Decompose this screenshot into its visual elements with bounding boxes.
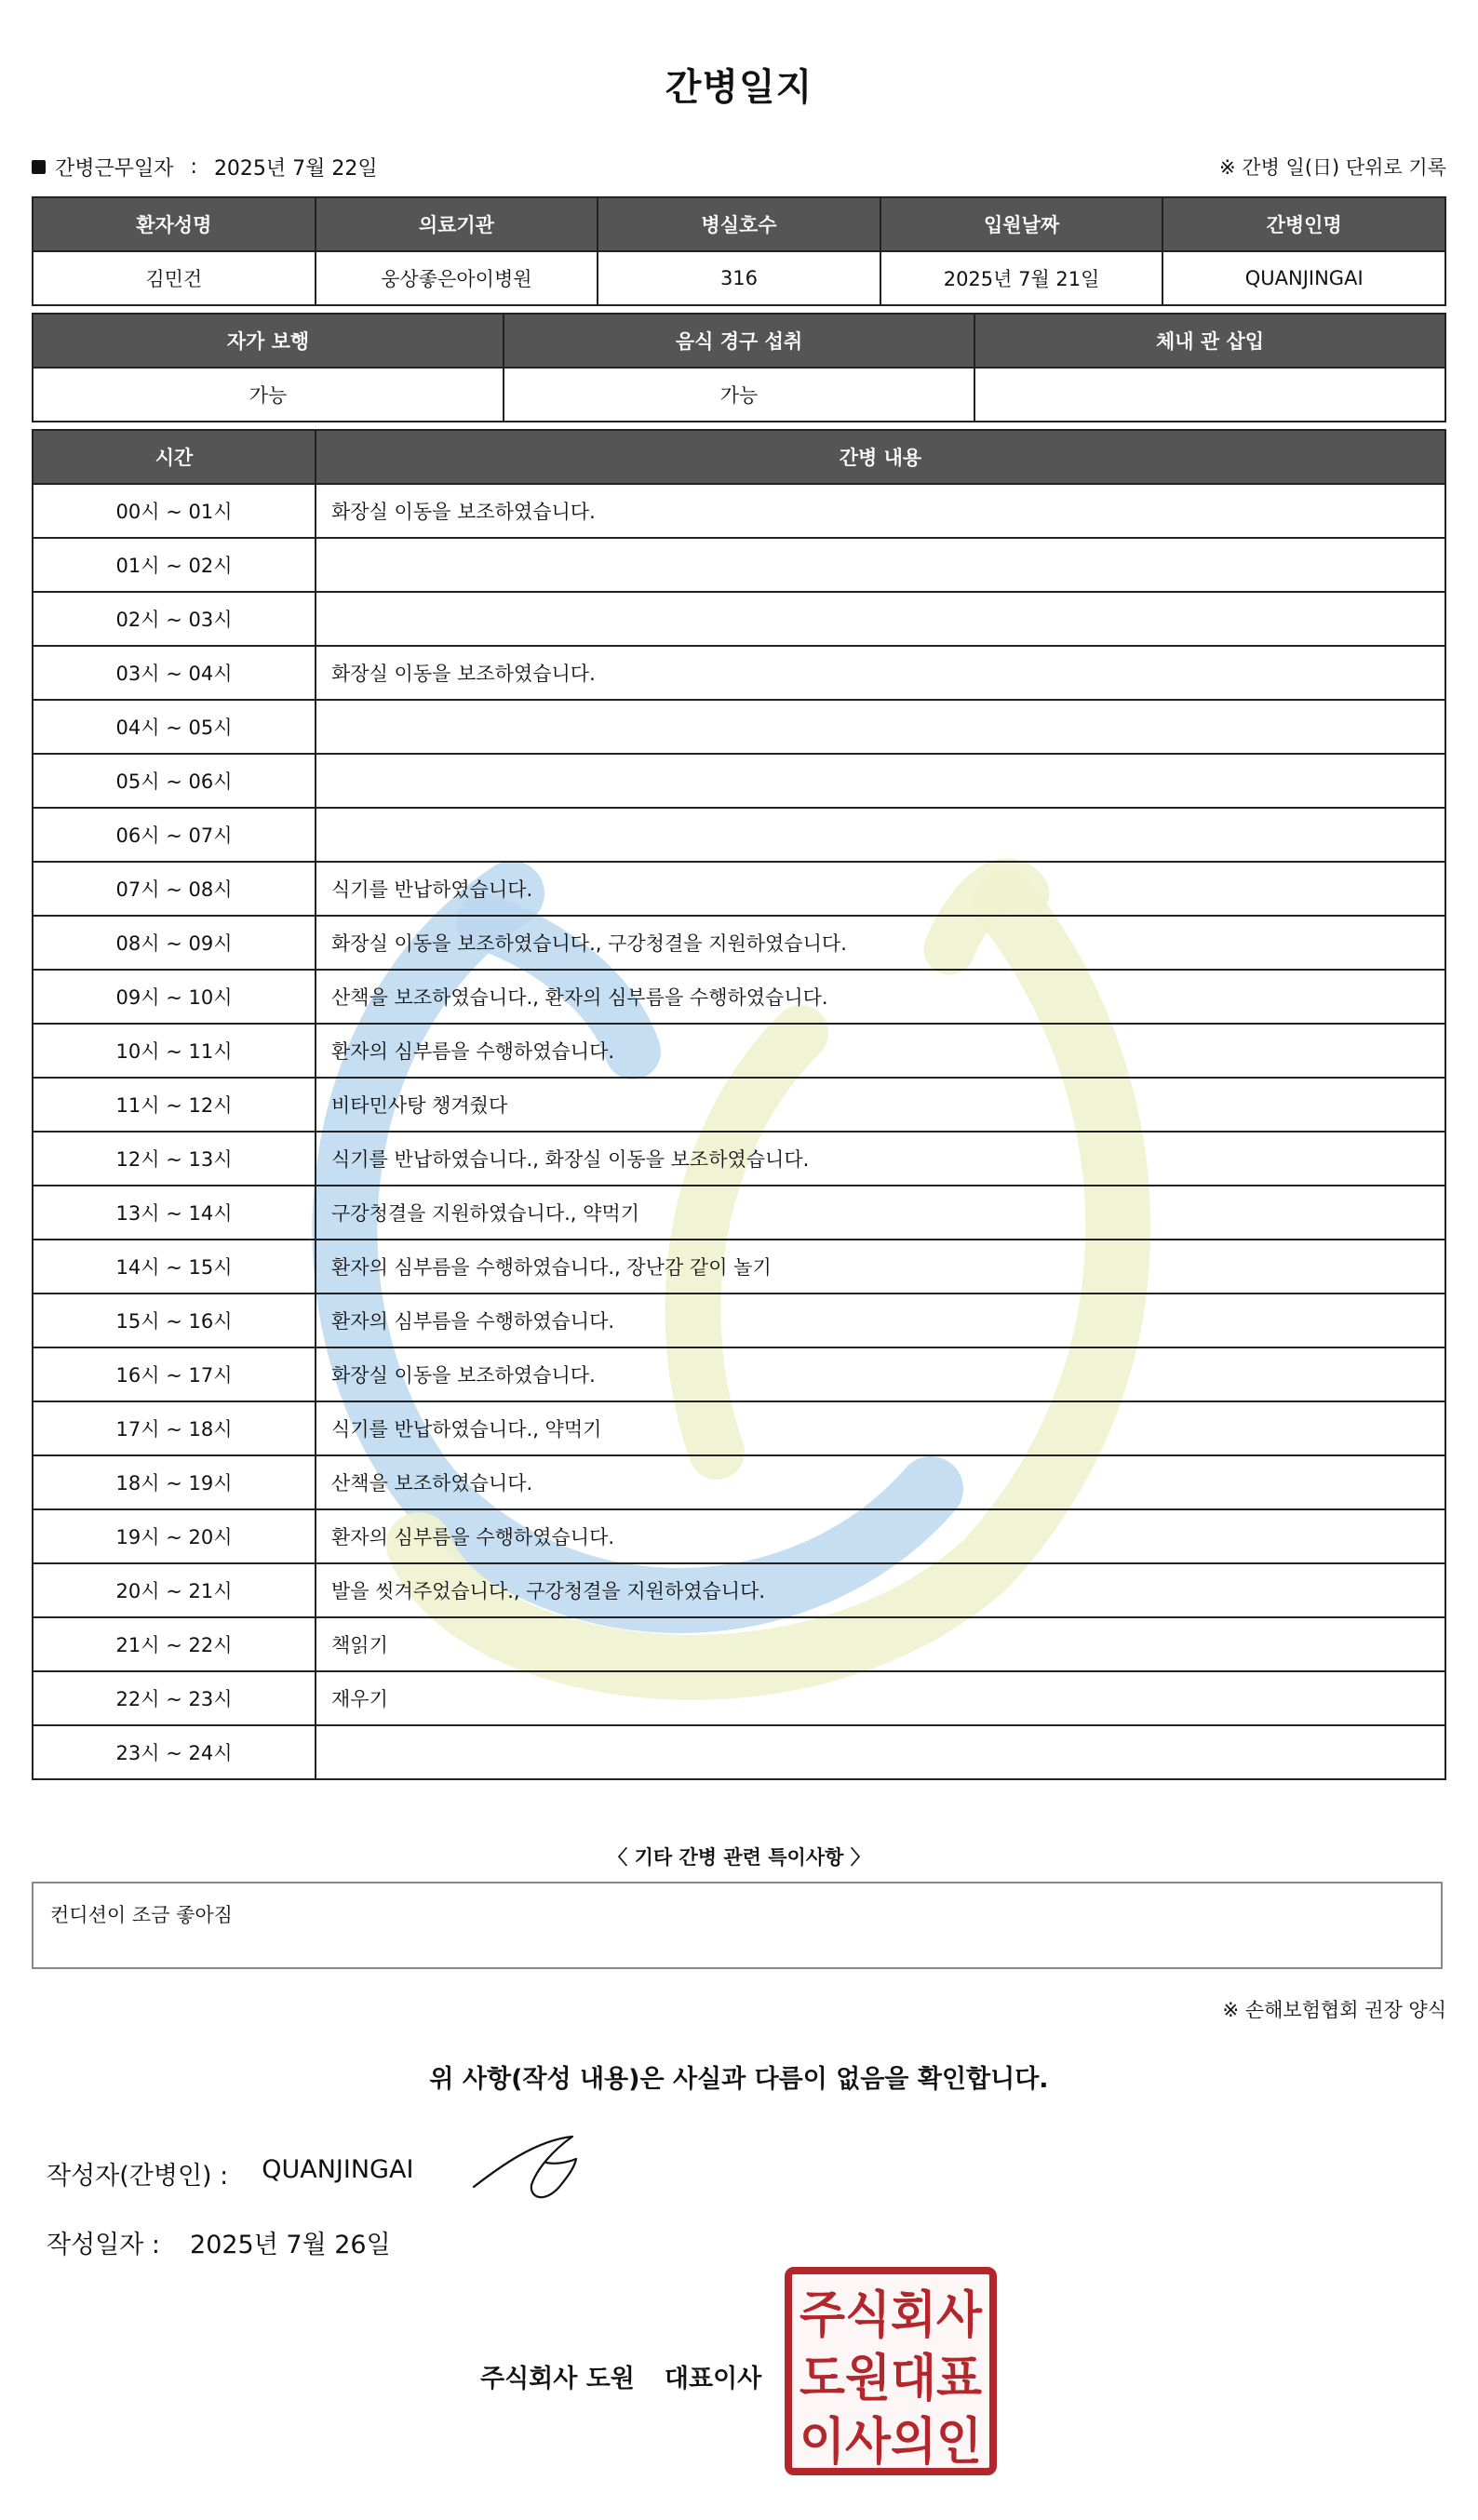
log-row <box>33 700 1445 754</box>
log-time: 04시 ~ 05시 <box>33 700 316 754</box>
log-header-row <box>33 430 1445 484</box>
log-content: 화장실 이동을 보조하였습니다. <box>316 484 1445 538</box>
unit-note: ※ 간병 일(日) 단위로 기록 <box>1219 156 1446 179</box>
log-time: 12시 ~ 13시 <box>33 1132 316 1186</box>
log-time: 17시 ~ 18시 <box>33 1401 316 1455</box>
hourly-care-log-table <box>32 429 1446 1780</box>
company-title: 대표이사 <box>664 2365 762 2393</box>
written-date-line <box>47 2224 391 2260</box>
log-row <box>33 754 1445 808</box>
log-time: 21시 ~ 22시 <box>33 1617 316 1671</box>
oral-intake-value: 가능 <box>504 368 974 422</box>
log-content: 환자의 심부름을 수행하였습니다. <box>316 1024 1445 1078</box>
patient-status-table <box>32 313 1446 422</box>
log-row <box>33 1725 1445 1779</box>
patient-info-header-row <box>33 197 1445 251</box>
log-time: 19시 ~ 20시 <box>33 1509 316 1563</box>
log-content <box>316 754 1445 808</box>
header-admission-date: 입원날짜 <box>880 197 1163 251</box>
svg-text:주식회사: 주식회사 <box>799 2285 983 2344</box>
tube-insertion-value <box>974 368 1445 422</box>
patient-info-table <box>32 196 1446 306</box>
log-row <box>33 1617 1445 1671</box>
work-date-colon: : <box>190 155 197 179</box>
log-row <box>33 1240 1445 1294</box>
header-patient-name: 환자성명 <box>33 197 316 251</box>
status-value-row <box>33 368 1445 422</box>
log-time: 11시 ~ 12시 <box>33 1078 316 1132</box>
log-time: 13시 ~ 14시 <box>33 1186 316 1240</box>
header-tube-insertion: 체내 관 삽입 <box>974 314 1445 368</box>
log-row <box>33 916 1445 970</box>
admission-date: 2025년 7월 21일 <box>880 251 1163 305</box>
header-time: 시간 <box>33 430 316 484</box>
writer-label: 작성자(간병인) : <box>47 2162 229 2191</box>
log-row <box>33 1078 1445 1132</box>
log-row <box>33 1347 1445 1401</box>
header-hospital: 의료기관 <box>316 197 598 251</box>
header-self-walking: 자가 보행 <box>33 314 504 368</box>
confirmation-statement: 위 사항(작성 내용)은 사실과 다름이 없음을 확인합니다. <box>429 2065 1049 2094</box>
log-time: 16시 ~ 17시 <box>33 1347 316 1401</box>
log-content: 환자의 심부름을 수행하였습니다. <box>316 1294 1445 1347</box>
log-content: 구강청결을 지원하였습니다., 약먹기 <box>316 1186 1445 1240</box>
header-caregiver-name: 간병인명 <box>1162 197 1445 251</box>
log-content <box>316 1725 1445 1779</box>
log-content: 재우기 <box>316 1671 1445 1725</box>
log-content: 산책을 보조하였습니다., 환자의 심부름을 수행하였습니다. <box>316 970 1445 1024</box>
form-source-note: ※ 손해보험협회 권장 양식 <box>1222 1999 1446 2021</box>
log-time: 01시 ~ 02시 <box>33 538 316 592</box>
room-number: 316 <box>598 251 880 305</box>
work-date-value: 2025년 7월 22일 <box>213 157 378 181</box>
log-content: 발을 씻겨주었습니다., 구강청결을 지원하였습니다. <box>316 1563 1445 1617</box>
page-title: 간병일지 <box>665 66 813 109</box>
svg-text:도원대표: 도원대표 <box>799 2349 982 2407</box>
header-oral-intake: 음식 경구 섭취 <box>504 314 974 368</box>
log-content: 식기를 반납하였습니다., 약먹기 <box>316 1401 1445 1455</box>
log-time: 22시 ~ 23시 <box>33 1671 316 1725</box>
log-row <box>33 1186 1445 1240</box>
log-content: 식기를 반납하였습니다. <box>316 862 1445 916</box>
log-content: 화장실 이동을 보조하였습니다., 구강청결을 지원하였습니다. <box>316 916 1445 970</box>
log-row <box>33 1024 1445 1078</box>
log-row <box>33 484 1445 538</box>
log-row <box>33 646 1445 700</box>
log-content: 환자의 심부름을 수행하였습니다., 장난감 같이 놀기 <box>316 1240 1445 1294</box>
log-time: 10시 ~ 11시 <box>33 1024 316 1078</box>
log-body <box>33 484 1445 1779</box>
log-time: 05시 ~ 06시 <box>33 754 316 808</box>
log-time: 06시 ~ 07시 <box>33 808 316 862</box>
log-row <box>33 1294 1445 1347</box>
log-row <box>33 862 1445 916</box>
writer-name: QUANJINGAI <box>262 2155 414 2184</box>
hospital-name: 웅상좋은아이병원 <box>316 251 598 305</box>
written-date-label: 작성일자 : <box>47 2231 161 2259</box>
log-row <box>33 1132 1445 1186</box>
log-content: 화장실 이동을 보조하였습니다. <box>316 646 1445 700</box>
log-row <box>33 1563 1445 1617</box>
log-row <box>33 1455 1445 1509</box>
header-room-number: 병실호수 <box>598 197 880 251</box>
patient-name: 김민건 <box>33 251 316 305</box>
log-content: 산책을 보조하였습니다. <box>316 1455 1445 1509</box>
company-name: 주식회사 도원 <box>480 2365 635 2393</box>
status-header-row <box>33 314 1445 368</box>
header-care-content: 간병 내용 <box>316 430 1445 484</box>
patient-info-value-row <box>33 251 1445 305</box>
log-row <box>33 808 1445 862</box>
log-time: 23시 ~ 24시 <box>33 1725 316 1779</box>
company-seal <box>785 2267 997 2475</box>
special-notes-text: 컨디션이 조금 좋아짐 <box>50 1904 233 1926</box>
writer-line <box>47 2155 413 2192</box>
company-signoff <box>480 2358 761 2394</box>
log-content: 화장실 이동을 보조하였습니다. <box>316 1347 1445 1401</box>
log-time: 14시 ~ 15시 <box>33 1240 316 1294</box>
log-row <box>33 1671 1445 1725</box>
self-walking-value: 가능 <box>33 368 504 422</box>
log-content <box>316 808 1445 862</box>
log-time: 15시 ~ 16시 <box>33 1294 316 1347</box>
log-time: 09시 ~ 10시 <box>33 970 316 1024</box>
log-time: 07시 ~ 08시 <box>33 862 316 916</box>
log-content: 식기를 반납하였습니다., 화장실 이동을 보조하였습니다. <box>316 1132 1445 1186</box>
log-row <box>33 1509 1445 1563</box>
log-content: 환자의 심부름을 수행하였습니다. <box>316 1509 1445 1563</box>
log-time: 08시 ~ 09시 <box>33 916 316 970</box>
log-content <box>316 592 1445 646</box>
special-notes-heading: 〈 기타 간병 관련 특이사항 〉 <box>608 1846 870 1869</box>
log-content: 책읽기 <box>316 1617 1445 1671</box>
caregiver-name: QUANJINGAI <box>1162 251 1445 305</box>
handwritten-signature <box>470 2131 591 2205</box>
log-row <box>33 538 1445 592</box>
log-content: 비타민사탕 챙겨줬다 <box>316 1078 1445 1132</box>
work-date-label: 간병근무일자 <box>55 157 174 181</box>
log-time: 02시 ~ 03시 <box>33 592 316 646</box>
log-content <box>316 700 1445 754</box>
square-bullet-icon <box>32 160 46 174</box>
log-row <box>33 970 1445 1024</box>
written-date-value: 2025년 7월 26일 <box>190 2231 391 2259</box>
log-time: 03시 ~ 04시 <box>33 646 316 700</box>
log-time: 00시 ~ 01시 <box>33 484 316 538</box>
log-content <box>316 538 1445 592</box>
log-row <box>33 1401 1445 1455</box>
special-notes-box <box>32 1882 1443 1969</box>
log-row <box>33 592 1445 646</box>
log-time: 20시 ~ 21시 <box>33 1563 316 1617</box>
work-date-line <box>32 153 378 181</box>
svg-text:이사의인: 이사의인 <box>799 2412 982 2471</box>
log-time: 18시 ~ 19시 <box>33 1455 316 1509</box>
